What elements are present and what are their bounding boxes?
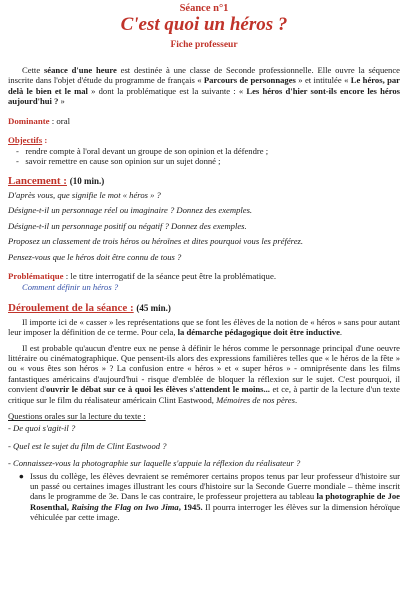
dominante-line: Dominante : oral: [8, 115, 71, 126]
objectif-item: - rendre compte à l'oral devant un groupe de son opinion et la défendre ;: [16, 145, 269, 156]
objectifs-heading: Objectifs :: [8, 134, 48, 145]
page-title: C'est quoi un héros ?: [120, 14, 288, 35]
oral-question: - Connaissez-vous la photographie sur laquelle s'appuie la réflexion du réalisateur ?: [8, 458, 301, 469]
questions-orales-heading: Questions orales sur la lecture du texte :: [8, 410, 146, 421]
objectif-item: - savoir remettre en cause son opinion sur un sujet donné ;: [16, 156, 221, 167]
session-number: Séance n°1: [179, 3, 229, 14]
dominante-label: Dominante: [8, 115, 50, 126]
problematique-label: Problématique: [8, 271, 64, 282]
lancement-question: D'après vous, que signifie le mot « héros » ?: [8, 189, 161, 200]
deroulement-paragraph-1: Il importe ici de « casser » les représentations que se font les élèves de la notion de « héros » sans pour autant leur imposer la définition de ce terme. Pour cela, la démarche pédagogique doit être inductive.: [8, 316, 400, 338]
page-subtitle: Fiche professeur: [170, 40, 238, 50]
problematique-line: Problématique : le titre interrogatif de la séance peut être la problématique.: [8, 271, 277, 282]
lancement-question: Désigne-t-il un personnage positif ou négatif ? Donnez des exemples.: [8, 220, 247, 231]
lancement-question: Désigne-t-il un personnage réel ou imaginaire ? Donnez des exemples.: [8, 205, 253, 216]
intro-paragraph: Cette séance d'une heure est destinée à une classe de Seconde professionnelle. Elle ouvre la séquence inscrite dans l'objet d'étude du programme de français « Parcours de personnages » et intitulée « Le héros, par delà le bien et le mal » dont la problématique est la suivante : « Les héros d'hier sont-ils encore les héros aujourd'hui ? »: [8, 65, 400, 107]
lancement-question: Proposez un classement de trois héros ou héroïnes et dites pourquoi vous les préférez.: [8, 236, 304, 247]
oral-question: - Quel est le sujet du film de Clint Eastwood ?: [8, 440, 167, 451]
bullet-icon: ●: [18, 470, 24, 481]
lancement-heading: Lancement : (10 min.): [8, 174, 105, 187]
deroulement-paragraph-2: Il est probable qu'aucun d'entre eux ne pense à définir le héros comme le personnage principal d'une oeuvre littéraire ou cinématographique. Que pensent-ils alors des expressions familières telles que « le héros de la fête » ou « vous êtes son héros » ? La confusion entre « héros » et « super héros » - omniprésente dans les films fantastiques américains d'aujourd'hui - risque d'emblée de bloquer la réflexion sur le sujet. C'est pourquoi, il convient d'ouvrir le débat sur ce à quoi les élèves s'attendent le moins... et ce, à partir de la lecture d'un texte critique sur le film du réalisateur américain Clint Eastwood, Mémoires de nos pères.: [8, 342, 400, 405]
problematique-question: Comment définir un héros ?: [22, 282, 119, 293]
oral-question: - De quoi s'agit-il ?: [8, 423, 76, 434]
deroulement-heading: Déroulement de la séance : (45 min.): [8, 301, 171, 314]
lancement-question: Pensez-vous que le héros doit être connu de tous ?: [8, 251, 182, 262]
bullet-item: ● Issus du collège, les élèves devraient se remémorer certains propos tenus par leur professeur d'histoire sur un passé ou certaines images illustrant les cours d'histoire sur la Seconde Guerre mondiale – thème inscrit dans le programme de 3e. Dans le cas contraire, le professeur projettera au tableau la photographie de Joe Rosenthal, Raising the Flag on Iwo Jima, 1945. Il pourra interroger les élèves sur la dimension héroïque véhiculée par cette image.: [8, 471, 400, 522]
